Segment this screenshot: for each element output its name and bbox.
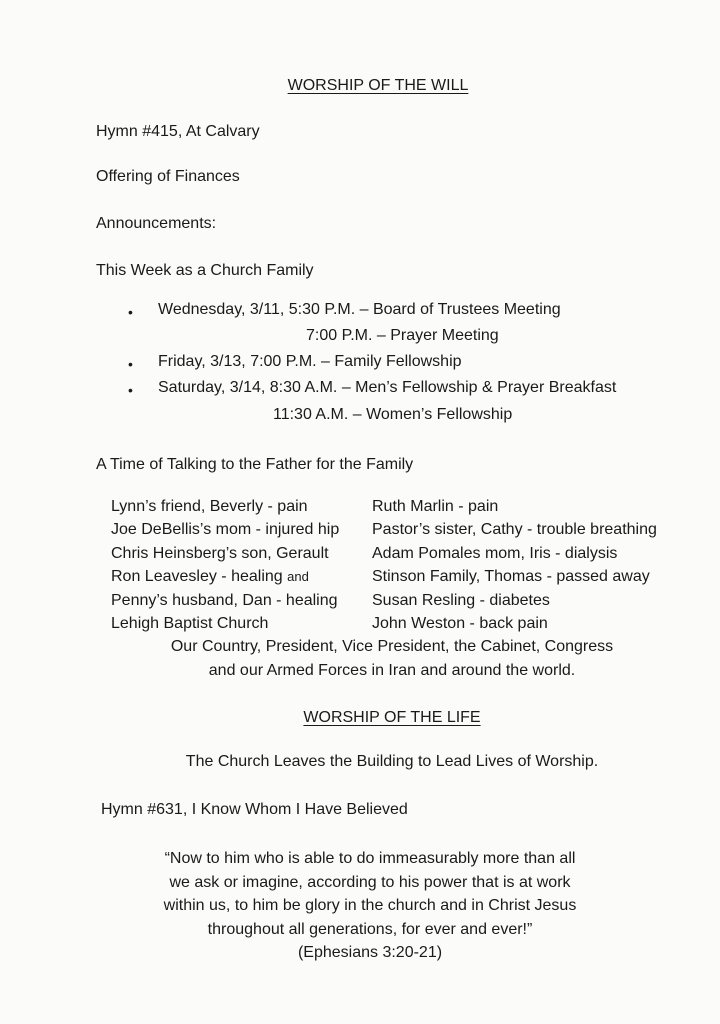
prayer-left-text: Ron Leavesley - healing <box>111 568 283 585</box>
quote-line: “Now to him who is able to do immeasurably more than all <box>164 850 576 867</box>
quote-line: throughout all generations, for ever and ever!” <box>207 920 533 938</box>
event-wednesday: Wednesday, 3/11, 5:30 P.M. – Board of Trustees Meeting <box>158 301 561 318</box>
worship-of-the-will-heading: WORSHIP OF THE WILL <box>287 77 469 94</box>
prayer-right-item: Adam Pomales mom, Iris - dialysis <box>372 545 618 562</box>
event-friday: Friday, 3/13, 7:00 P.M. – Family Fellowship <box>158 353 462 370</box>
event-saturday: Saturday, 3/14, 8:30 A.M. – Men’s Fellowship & Prayer Breakfast <box>158 379 617 396</box>
prayer-right-item: John Weston - back pain <box>372 615 548 632</box>
offering-of-finances: Offering of Finances <box>96 168 240 185</box>
church-leaves-line: The Church Leaves the Building to Lead Lives of Worship. <box>185 753 599 770</box>
prayer-right-item: Pastor’s sister, Cathy - trouble breathing <box>372 521 657 538</box>
bullet-icon: • <box>128 304 133 320</box>
prayer-armed-forces-line: and our Armed Forces in Iran and around the world. <box>208 662 576 679</box>
scripture-quote <box>120 847 620 965</box>
hymn-631: Hymn #631, I Know Whom I Have Believed <box>101 801 408 818</box>
this-week-title: This Week as a Church Family <box>96 262 314 279</box>
worship-of-the-life-heading: WORSHIP OF THE LIFE <box>303 709 481 726</box>
prayer-right-item: Ruth Marlin - pain <box>372 498 499 515</box>
prayer-title: A Time of Talking to the Father for the Family <box>96 456 414 473</box>
prayer-left-suffix: and <box>287 569 309 584</box>
bullet-icon: • <box>128 356 133 372</box>
bullet-icon: • <box>128 382 133 398</box>
event-womens-fellowship: 11:30 A.M. – Women’s Fellowship <box>273 406 513 423</box>
prayer-left-item: Lehigh Baptist Church <box>111 615 269 632</box>
announcements-label: Announcements: <box>96 215 217 232</box>
prayer-left-item: Penny’s husband, Dan - healing <box>111 592 338 609</box>
prayer-right-item: Stinson Family, Thomas - passed away <box>372 568 650 585</box>
prayer-left-item: Joe DeBellis’s mom - injured hip <box>111 521 340 538</box>
quote-reference: (Ephesians 3:20-21) <box>297 944 443 961</box>
quote-line: we ask or imagine, according to his power that is at work <box>169 873 571 891</box>
prayer-right-item: Susan Resling - diabetes <box>372 592 550 609</box>
prayer-left-item: Chris Heinsberg’s son, Gerault <box>111 545 329 562</box>
event-prayer-meeting: 7:00 P.M. – Prayer Meeting <box>306 327 499 344</box>
prayer-country-line: Our Country, President, Vice President, the Cabinet, Congress <box>170 638 614 655</box>
prayer-left-item: Lynn’s friend, Beverly - pain <box>111 498 308 515</box>
quote-line: within us, to him be glory in the church and in Christ Jesus <box>163 897 577 914</box>
hymn-415: Hymn #415, At Calvary <box>96 123 260 140</box>
prayer-left-item <box>111 567 309 587</box>
